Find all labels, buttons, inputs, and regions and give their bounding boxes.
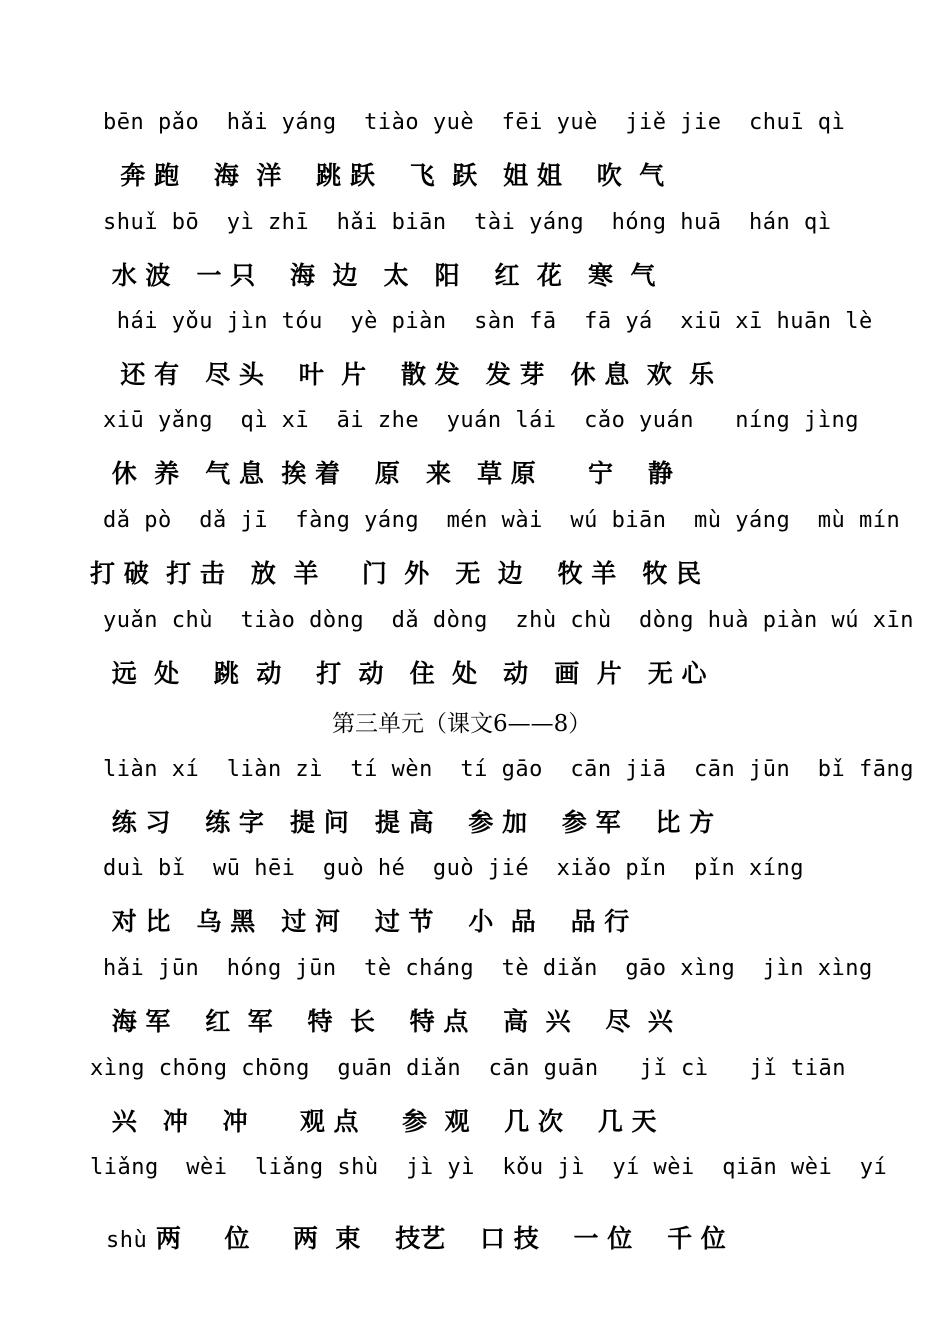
hanzi-line-7: 练 习 练 字 提 问 提 高 参 加 参 军 比 方	[103, 808, 715, 837]
hanzi-line-1: 奔 跑 海 洋 跳 跃 飞 跃 姐 姐 吹 气	[103, 161, 665, 190]
pinyin-line-10: xìng chōng chōng guān diǎn cān guān jǐ cì jǐ tiān	[90, 1056, 846, 1081]
section-heading: 第三单元（课文6——8）	[332, 711, 592, 737]
pinyin-line-1: bēn pǎo hǎi yáng tiào yuè fēi yuè jiě jie chuī qì	[103, 110, 846, 135]
pinyin-line-8: duì bǐ wū hēi guò hé guò jié xiǎo pǐn pǐn xíng	[103, 856, 805, 881]
pinyin-line-4: xiū yǎng qì xī āi zhe yuán lái cǎo yuán níng jìng	[103, 408, 859, 433]
hanzi-line-8: 对 比 乌 黑 过 河 过 节 小 品 品 行	[103, 907, 630, 936]
pinyin-line-11: liǎng wèi liǎng shù jì yì kǒu jì yí wèi qiān wèi yí	[90, 1155, 888, 1180]
hanzi-line-5: 打 破 打 击 放 羊 门 外 无 边 牧 羊 牧 民	[90, 559, 702, 588]
hanzi-line-11: 两 位 两 束 技艺 口 技 一 位 千 位	[147, 1224, 726, 1253]
pinyin-line-7: liàn xí liàn zì tí wèn tí gāo cān jiā cān jūn bǐ fāng	[103, 757, 914, 782]
hanzi-line-9: 海 军 红 军 特 长 特 点 高 兴 尽 兴	[103, 1007, 673, 1036]
pinyin-line-6: yuǎn chù tiào dòng dǎ dòng zhù chù dòng huà piàn wú xīn	[103, 608, 914, 633]
hanzi-line-2: 水 波 一 只 海 边 太 阳 红 花 寒 气	[103, 261, 656, 290]
pinyin-line-3: hái yǒu jìn tóu yè piàn sàn fā fā yá xiū xī huān lè	[103, 309, 873, 334]
hanzi-line-4: 休 养 气 息 挨 着 原 来 草 原 宁 静	[103, 459, 673, 488]
pinyin-line-5: dǎ pò dǎ jī fàng yáng mén wài wú biān mù yáng mù mín	[103, 508, 901, 533]
pinyin-line-2: shuǐ bō yì zhī hǎi biān tài yáng hóng huā hán qì	[103, 210, 832, 235]
pinyin-line-9: hǎi jūn hóng jūn tè cháng tè diǎn gāo xìng jìn xìng	[103, 956, 873, 981]
hanzi-line-6: 远 处 跳 动 打 动 住 处 动 画 片 无 心	[103, 659, 707, 688]
mixed-line-11	[90, 1201, 726, 1273]
pinyin-prefix: shù	[106, 1228, 148, 1253]
hanzi-line-10: 兴 冲 冲 观 点 参 观 几 次 几 天	[103, 1107, 657, 1136]
hanzi-line-3: 还 有 尽 头 叶 片 散 发 发 芽 休 息 欢 乐	[103, 360, 715, 389]
